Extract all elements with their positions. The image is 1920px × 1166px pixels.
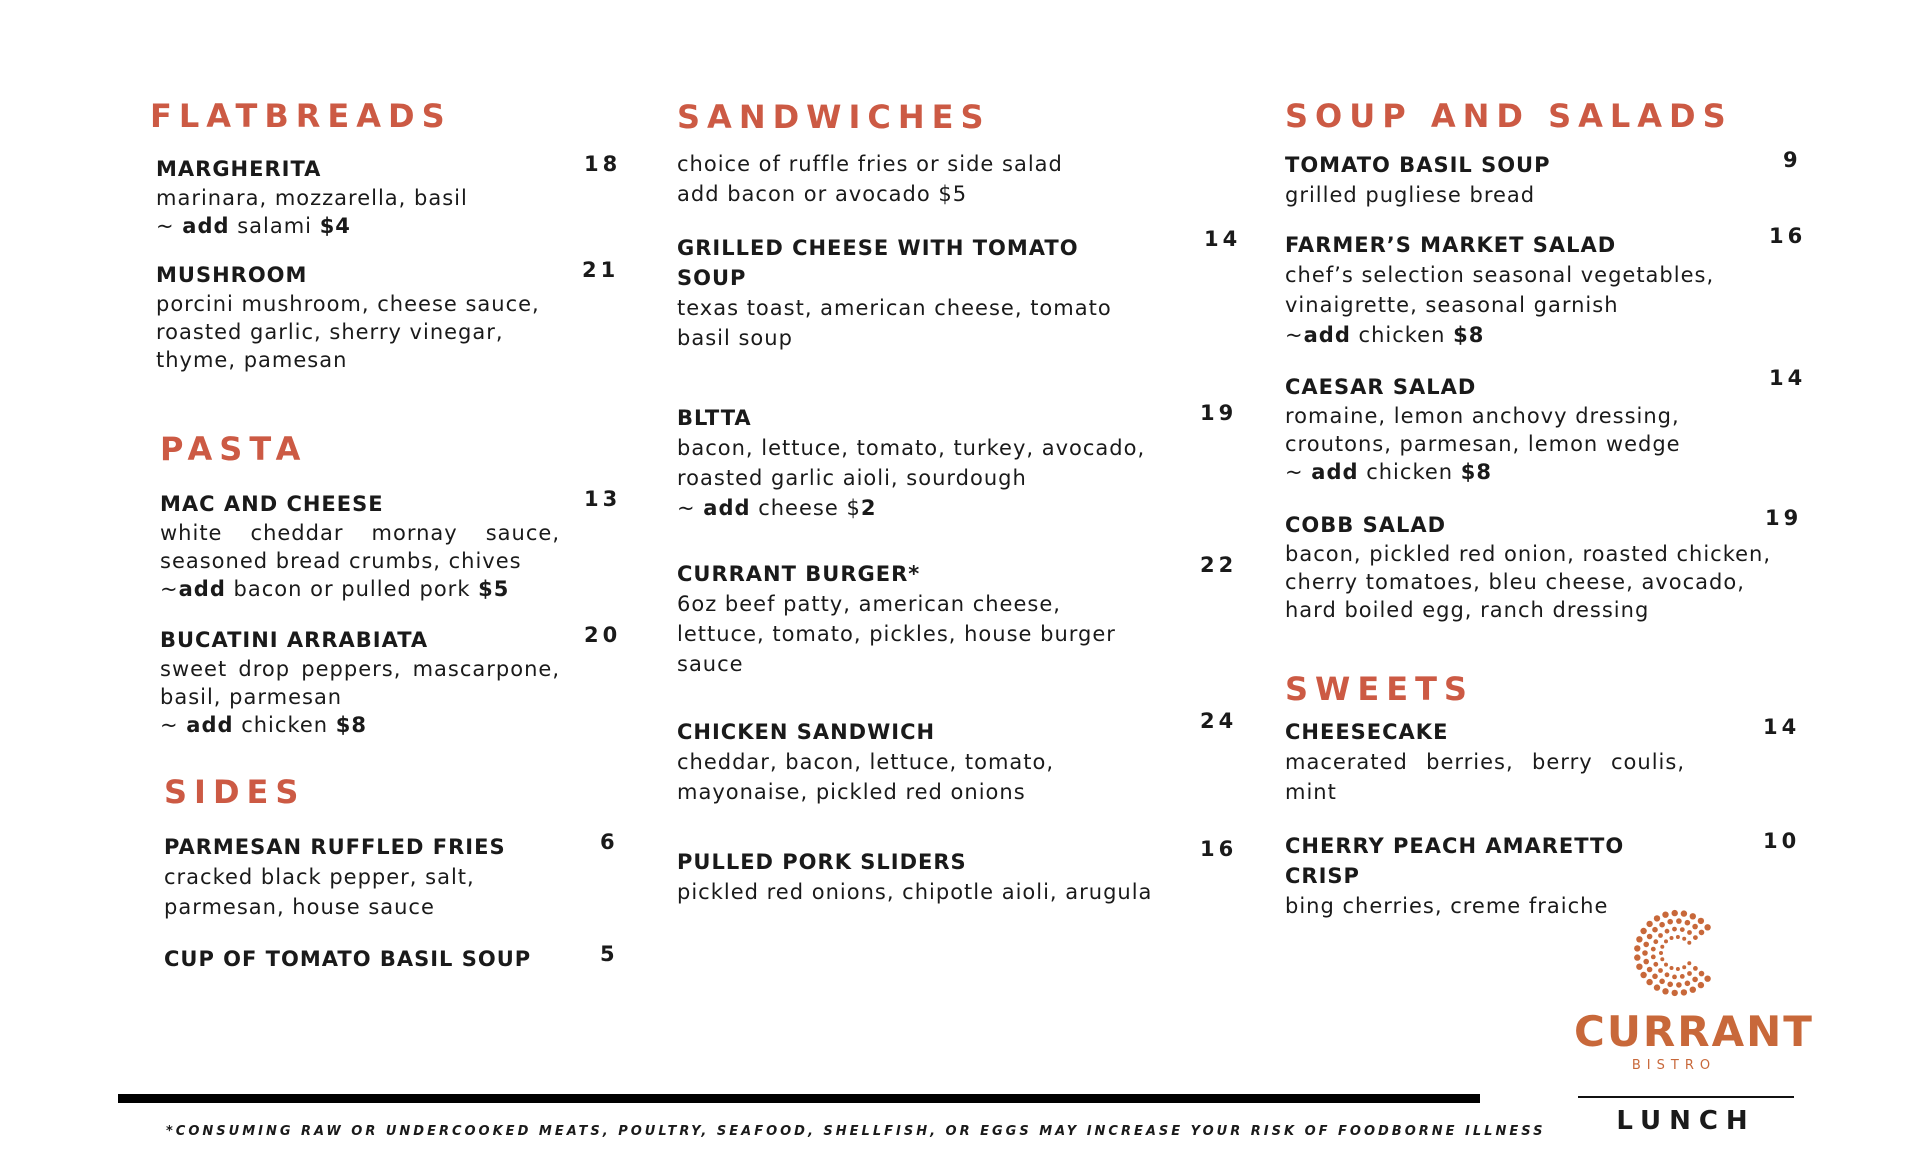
logo-dot bbox=[1680, 927, 1685, 932]
logo-dot bbox=[1685, 920, 1691, 926]
logo-dot bbox=[1636, 936, 1642, 942]
logo-dot bbox=[1693, 935, 1698, 940]
logo-dot bbox=[1654, 984, 1660, 990]
logo-dot bbox=[1665, 929, 1670, 934]
addon-text: chicken bbox=[1358, 460, 1461, 484]
item-description: sweet drop peppers, mascarpone, basil, parmesan bbox=[160, 657, 560, 709]
logo-dot bbox=[1672, 975, 1677, 980]
menu-type-label: LUNCH bbox=[1616, 1106, 1756, 1136]
addon-text: bacon or pulled pork bbox=[225, 577, 479, 601]
item-addon bbox=[156, 212, 556, 240]
item-name: CHICKEN SANDWICH bbox=[677, 720, 936, 744]
menu-item bbox=[164, 830, 619, 922]
addon-keyword: add bbox=[703, 496, 751, 520]
menu-item bbox=[677, 227, 1242, 353]
item-name: MARGHERITA bbox=[156, 157, 322, 181]
item-price: 5 bbox=[600, 942, 619, 966]
addon-price: 2 bbox=[860, 496, 877, 520]
item-price: 10 bbox=[1763, 829, 1801, 853]
item-price: 22 bbox=[1200, 553, 1238, 577]
logo-dot bbox=[1672, 910, 1678, 916]
menu-item bbox=[1285, 506, 1803, 624]
logo-dot bbox=[1681, 910, 1687, 916]
menu-item bbox=[160, 487, 622, 603]
item-description: 6oz beef patty, american cheese, lettuce, tomato, pickles, house burger sauce bbox=[677, 592, 1116, 676]
logo-dot bbox=[1676, 967, 1680, 971]
logo-dot bbox=[1676, 982, 1682, 988]
logo-dot bbox=[1676, 918, 1682, 924]
item-name: TOMATO BASIL SOUP bbox=[1285, 153, 1551, 177]
item-price: 21 bbox=[582, 258, 620, 282]
sandwiches-intro bbox=[677, 149, 1237, 209]
logo-dot bbox=[1681, 989, 1687, 995]
sweets-section bbox=[1285, 670, 1805, 921]
logo-dot bbox=[1670, 936, 1674, 940]
item-name: FARMER’S MARKET SALAD bbox=[1285, 233, 1617, 257]
section-title: SOUP AND SALADS bbox=[1285, 97, 1733, 135]
menu-item bbox=[677, 401, 1238, 523]
item-addon bbox=[160, 711, 560, 739]
section-title: FLATBREADS bbox=[150, 97, 452, 135]
addon-prefix: ~ bbox=[160, 713, 187, 737]
logo-dot bbox=[1658, 933, 1663, 938]
logo-dot bbox=[1682, 965, 1686, 969]
logo-dot bbox=[1690, 987, 1696, 993]
logo-dot bbox=[1670, 966, 1674, 970]
dotted-c-logo-icon bbox=[1629, 905, 1719, 1001]
addon-price: $4 bbox=[319, 214, 351, 238]
addon-price: $8 bbox=[335, 713, 367, 737]
section-title: SANDWICHES bbox=[677, 98, 991, 136]
addon-price: $8 bbox=[1453, 323, 1485, 347]
item-addon bbox=[677, 493, 1147, 523]
item-price: 14 bbox=[1769, 366, 1807, 390]
addon-text: chicken bbox=[1350, 323, 1454, 347]
item-price: 16 bbox=[1200, 837, 1238, 861]
item-name: BUCATINI ARRABIATA bbox=[160, 628, 429, 652]
logo-dot bbox=[1659, 922, 1665, 928]
addon-price: $8 bbox=[1460, 460, 1492, 484]
logo-dot bbox=[1699, 971, 1705, 977]
item-price: 19 bbox=[1765, 506, 1803, 530]
menu-item bbox=[677, 553, 1238, 679]
logo-dot bbox=[1664, 963, 1668, 967]
sandwiches-section bbox=[677, 98, 1242, 907]
logo-dot bbox=[1699, 930, 1705, 936]
addon-text: cheese $ bbox=[750, 496, 861, 520]
item-description: cracked black pepper, salt, parmesan, house sauce bbox=[164, 865, 475, 919]
logo-dot bbox=[1647, 967, 1653, 973]
logo-dot bbox=[1652, 927, 1658, 933]
item-description: marinara, mozzarella, basil bbox=[156, 186, 468, 210]
logo-dot bbox=[1653, 962, 1658, 967]
item-price: 20 bbox=[584, 623, 622, 647]
logo-dot bbox=[1654, 915, 1660, 921]
menu-item bbox=[1285, 224, 1807, 350]
item-addon bbox=[1285, 458, 1725, 486]
logo-dot bbox=[1642, 950, 1648, 956]
logo-dot bbox=[1676, 935, 1680, 939]
flatbreads-section bbox=[150, 97, 622, 374]
menu-item bbox=[1285, 148, 1802, 210]
item-name: MAC AND CHEESE bbox=[160, 492, 384, 516]
item-price: 14 bbox=[1763, 715, 1801, 739]
item-description: pickled red onions, chipotle aioli, arugula bbox=[677, 880, 1153, 904]
menu-item bbox=[677, 837, 1238, 907]
section-title: PASTA bbox=[160, 430, 308, 468]
footer-divider bbox=[118, 1094, 1480, 1103]
logo-dot bbox=[1643, 942, 1649, 948]
item-addon bbox=[160, 575, 560, 603]
addon-text: salami bbox=[229, 214, 320, 238]
logo-dot bbox=[1687, 971, 1692, 976]
item-description: bing cherries, creme fraiche bbox=[1285, 894, 1609, 918]
addon-keyword: add bbox=[178, 577, 226, 601]
logo-dot bbox=[1651, 947, 1656, 952]
item-name: CURRANT BURGER* bbox=[677, 562, 921, 586]
logo-dot bbox=[1662, 988, 1668, 994]
item-price: 18 bbox=[584, 152, 622, 176]
item-price: 13 bbox=[584, 487, 622, 511]
section-title: SIDES bbox=[164, 773, 306, 811]
logo-dot bbox=[1687, 961, 1691, 965]
item-name: CHEESECAKE bbox=[1285, 720, 1449, 744]
addon-keyword: add bbox=[1303, 323, 1351, 347]
logo-dot bbox=[1652, 974, 1658, 980]
menu-item bbox=[1285, 366, 1807, 486]
item-description: bacon, pickled red onion, roasted chicken, cherry tomatoes, bleu cheese, avocado, hard boiled egg, ranch dressing bbox=[1285, 542, 1772, 622]
item-name: CAESAR SALAD bbox=[1285, 375, 1477, 399]
item-description: macerated berries, berry coulis, mint bbox=[1285, 750, 1685, 804]
logo-dot bbox=[1643, 959, 1649, 965]
intro-line: choice of ruffle fries or side salad bbox=[677, 152, 1063, 176]
logo-dot bbox=[1698, 918, 1704, 924]
item-price: 24 bbox=[1200, 709, 1238, 733]
logo-dot bbox=[1651, 955, 1656, 960]
item-description: bacon, lettuce, tomato, turkey, avocado, roasted garlic aioli, sourdough bbox=[677, 436, 1146, 490]
item-name: GRILLED CHEESE WITH TOMATO SOUP bbox=[677, 236, 1079, 290]
logo-dot bbox=[1680, 974, 1685, 979]
logo-dot bbox=[1646, 921, 1652, 927]
menu-item bbox=[164, 942, 619, 974]
logo-dot bbox=[1658, 968, 1663, 973]
addon-prefix: ~ bbox=[677, 496, 704, 520]
logo-dot bbox=[1664, 939, 1668, 943]
intro-line: add bacon or avocado $5 bbox=[677, 182, 968, 206]
item-description: porcini mushroom, cheese sauce, roasted garlic, sherry vinegar, thyme, pamesan bbox=[156, 292, 540, 372]
logo-dot bbox=[1665, 972, 1670, 977]
sides-section bbox=[164, 773, 624, 974]
item-price: 6 bbox=[600, 830, 619, 854]
food-safety-disclaimer: *CONSUMING RAW OR UNDERCOOKED MEATS, POULTRY, SEAFOOD, SHELLFISH, OR EGGS MAY INCREASE YOUR RISK OF FOODBORNE ILLNESS bbox=[166, 1124, 1546, 1139]
logo-dot bbox=[1692, 977, 1698, 983]
logo-dot bbox=[1672, 990, 1678, 996]
logo-dot bbox=[1682, 937, 1686, 941]
section-title: SWEETS bbox=[1285, 670, 1474, 708]
item-name: MUSHROOM bbox=[156, 263, 308, 287]
brand-subtitle: BISTRO bbox=[1631, 1058, 1717, 1073]
item-name: COBB SALAD bbox=[1285, 513, 1447, 537]
lunch-divider bbox=[1578, 1096, 1794, 1098]
brand-name: CURRANT bbox=[1574, 1007, 1814, 1056]
logo-dot bbox=[1692, 924, 1698, 930]
logo-dot bbox=[1667, 919, 1673, 925]
logo-dot bbox=[1667, 982, 1673, 988]
addon-prefix: ~ bbox=[156, 214, 183, 238]
soup-and-salads-section bbox=[1285, 97, 1807, 624]
item-price: 14 bbox=[1204, 227, 1242, 251]
item-price: 9 bbox=[1783, 148, 1802, 172]
item-name: PARMESAN RUFFLED FRIES bbox=[164, 835, 506, 859]
logo-dot bbox=[1634, 945, 1640, 951]
item-description: grilled pugliese bread bbox=[1285, 183, 1536, 207]
item-name: CUP OF TOMATO BASIL SOUP bbox=[164, 947, 532, 971]
addon-price: $5 bbox=[478, 577, 510, 601]
logo-dot bbox=[1687, 941, 1691, 945]
item-name: PULLED PORK SLIDERS bbox=[677, 850, 967, 874]
logo-dot bbox=[1653, 939, 1658, 944]
logo-dot bbox=[1693, 966, 1698, 971]
logo-dot bbox=[1640, 972, 1646, 978]
addon-prefix: ~ bbox=[1285, 460, 1312, 484]
item-description: chef’s selection seasonal vegetables, vinaigrette, seasonal garnish bbox=[1285, 263, 1715, 317]
menu-item bbox=[160, 623, 622, 739]
logo-dot bbox=[1634, 954, 1640, 960]
menu-item bbox=[156, 258, 620, 374]
logo-dot bbox=[1690, 913, 1696, 919]
addon-text: chicken bbox=[233, 713, 336, 737]
addon-prefix: ~ bbox=[160, 577, 179, 601]
menu-item bbox=[677, 709, 1238, 807]
logo-dot bbox=[1704, 924, 1710, 930]
logo-dot bbox=[1704, 976, 1710, 982]
logo-dot bbox=[1660, 957, 1664, 961]
item-name: BLTTA bbox=[677, 406, 752, 430]
item-description: cheddar, bacon, lettuce, tomato, mayonaise, pickled red onions bbox=[677, 750, 1055, 804]
logo-dot bbox=[1659, 979, 1665, 985]
addon-keyword: add bbox=[186, 713, 234, 737]
logo-dot bbox=[1685, 981, 1691, 987]
item-name: CHERRY PEACH AMARETTO CRISP bbox=[1285, 834, 1625, 888]
pasta-section bbox=[160, 430, 622, 739]
menu-item bbox=[156, 152, 622, 240]
addon-prefix: ~ bbox=[1285, 323, 1304, 347]
logo-dot bbox=[1647, 934, 1653, 940]
logo-dot bbox=[1636, 964, 1642, 970]
item-description: white cheddar mornay sauce, seasoned bread crumbs, chives bbox=[160, 521, 560, 573]
item-addon bbox=[1285, 320, 1725, 350]
logo-dot bbox=[1646, 979, 1652, 985]
item-price: 19 bbox=[1200, 401, 1238, 425]
logo-dot bbox=[1687, 930, 1692, 935]
logo-dot bbox=[1660, 945, 1664, 949]
addon-keyword: add bbox=[182, 214, 230, 238]
currant-logo bbox=[1574, 905, 1814, 1073]
item-description: texas toast, american cheese, tomato basil soup bbox=[677, 296, 1112, 350]
item-price: 16 bbox=[1769, 224, 1807, 248]
logo-dot bbox=[1662, 912, 1668, 918]
logo-dot bbox=[1698, 982, 1704, 988]
menu-item bbox=[1285, 715, 1801, 807]
item-description: romaine, lemon anchovy dressing, croutons, parmesan, lemon wedge bbox=[1285, 404, 1681, 456]
logo-dot bbox=[1640, 928, 1646, 934]
logo-dot bbox=[1672, 927, 1677, 932]
logo-dot bbox=[1659, 951, 1663, 955]
addon-keyword: add bbox=[1311, 460, 1359, 484]
